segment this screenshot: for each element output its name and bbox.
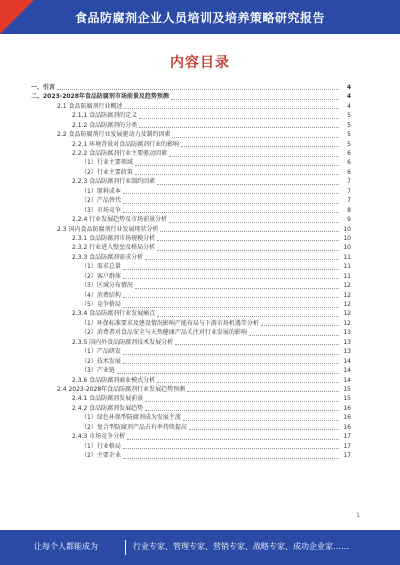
toc-entry-page: 5: [347, 121, 351, 129]
toc-entry-label: 2.3.2 行业进入壁垒及格局分析: [72, 244, 156, 252]
toc-entry-page: 13: [343, 348, 351, 356]
toc-entry[interactable]: [31, 366, 351, 375]
toc-entry-label: （1）绿色环保型防腐剂成为发展主流: [81, 414, 181, 422]
toc-entry[interactable]: [31, 206, 351, 215]
toc-entry-label: （3）市场竞争: [81, 206, 121, 214]
toc-leader-dots: [145, 401, 339, 402]
toc-entry[interactable]: [31, 328, 351, 337]
toc-leader-dots: [124, 108, 339, 109]
toc-leader-dots: [175, 344, 339, 345]
toc-leader-dots: [123, 363, 339, 364]
footer-slogan-left: 让每个人都能成为: [34, 542, 98, 551]
table-of-contents: [31, 83, 351, 461]
toc-entry-page: 7: [347, 178, 351, 186]
toc-entry[interactable]: [31, 168, 351, 177]
toc-entry-page: 14: [343, 376, 351, 384]
report-header: [0, 0, 400, 34]
toc-entry-label: 2.3.1 食品防腐剂市场规模分析: [72, 234, 156, 242]
toc-leader-dots: [127, 439, 339, 440]
toc-entry[interactable]: [31, 310, 351, 319]
toc-leader-dots: [171, 99, 339, 100]
toc-entry-page: 6: [347, 168, 351, 176]
toc-entry-page: 11: [343, 263, 351, 271]
toc-entry-label: 2.3.6 食品防腐剂商业模式分析: [72, 376, 156, 384]
toc-entry[interactable]: [31, 196, 351, 205]
toc-entry-page: 7: [347, 187, 351, 195]
toc-leader-dots: [135, 288, 339, 289]
toc-entry[interactable]: [31, 102, 351, 111]
toc-entry-label: 2.4.1 食品防腐剂发展前景: [72, 395, 144, 403]
toc-entry-label: （3）产业链: [81, 367, 115, 375]
toc-entry[interactable]: [31, 159, 351, 168]
toc-entry-label: 2.2.4 行业发展趋势及市场前景分析: [72, 216, 168, 224]
toc-entry[interactable]: [31, 413, 351, 422]
toc-entry-page: 16: [343, 423, 351, 431]
toc-entry-label: （5）竞争格局: [81, 301, 121, 309]
toc-leader-dots: [123, 297, 339, 298]
toc-entry-label: （1）行业主要领域: [81, 159, 133, 167]
toc-entry[interactable]: [31, 243, 351, 252]
toc-entry-label: （2）产品替代: [81, 197, 121, 205]
toc-entry[interactable]: [31, 177, 351, 186]
toc-entry-page: 16: [343, 404, 351, 412]
toc-entry-page: 15: [343, 395, 351, 403]
toc-leader-dots: [249, 335, 339, 336]
toc-entry-label: （2）复合型防腐剂产品占有率持续提高: [81, 423, 187, 431]
toc-leader-dots: [157, 316, 339, 317]
toc-leader-dots: [123, 448, 339, 449]
toc-entry[interactable]: [31, 121, 351, 130]
toc-entry-page: 12: [343, 319, 351, 327]
toc-leader-dots: [169, 222, 339, 223]
toc-entry[interactable]: [31, 432, 351, 441]
toc-entry[interactable]: [31, 442, 351, 451]
toc-entry-page: 13: [343, 329, 351, 337]
toc-entry[interactable]: [31, 130, 351, 139]
toc-entry-page: 5: [347, 131, 351, 139]
toc-entry-label: （1）原料成本: [81, 187, 121, 195]
toc-entry-label: （1）需求总量: [81, 263, 121, 271]
toc-entry-label: 2.3.3 食品防腐剂需求分析: [72, 253, 144, 261]
toc-entry[interactable]: [31, 347, 351, 356]
footer-banner: [0, 530, 400, 565]
toc-leader-dots: [139, 127, 339, 128]
toc-entry[interactable]: [31, 215, 351, 224]
toc-title: 内容目录: [170, 55, 230, 71]
toc-leader-dots: [123, 269, 339, 270]
toc-entry-page: 8: [347, 206, 351, 214]
toc-entry-page: 14: [343, 367, 351, 375]
toc-leader-dots: [123, 354, 339, 355]
toc-entry-label: （1）环保标准要求及建设情况影响产能布局与下游市场机遇等分析: [81, 319, 259, 327]
toc-entry-label: （2）客户群体: [81, 272, 121, 280]
toc-entry[interactable]: [31, 394, 351, 403]
toc-leader-dots: [123, 458, 339, 459]
toc-entry-page: 16: [343, 414, 351, 422]
toc-entry-label: 2.3.4 食品防腐剂行业发展痛点: [72, 310, 156, 318]
toc-entry[interactable]: [31, 451, 351, 460]
toc-entry-page: 4: [346, 93, 351, 101]
toc-entry-page: 12: [343, 282, 351, 290]
toc-entry-page: 7: [347, 197, 351, 205]
toc-entry-page: 4: [346, 83, 351, 91]
toc-entry[interactable]: [31, 338, 351, 347]
toc-entry-page: 4: [347, 102, 351, 110]
toc-entry[interactable]: [31, 376, 351, 385]
toc-leader-dots: [189, 429, 339, 430]
toc-entry-page: 15: [343, 385, 351, 393]
toc-entry-label: 二、2023-2028年食品防腐剂市场前景及趋势预测: [31, 93, 169, 101]
toc-entry-label: 2.3.5 国内外食品防腐剂技术发展分析: [72, 338, 174, 346]
toc-leader-dots: [181, 146, 339, 147]
toc-entry-label: 一、引言: [31, 83, 56, 91]
footer-slogan-right: 行业专家、管理专家、营销专家、战略专家、成功企业家……: [133, 542, 349, 551]
toc-entry[interactable]: [31, 385, 351, 394]
toc-leader-dots: [123, 203, 339, 204]
toc-entry-label: 2.2 食品防腐剂行业发展驱动力及制约因素: [57, 131, 171, 139]
report-title: 食品防腐剂企业人员培训及培养策略研究报告: [74, 11, 325, 25]
toc-entry[interactable]: [31, 92, 351, 101]
toc-entry-page: 9: [347, 216, 351, 224]
toc-entry[interactable]: [31, 140, 351, 149]
toc-entry-page: 17: [343, 442, 351, 450]
toc-leader-dots: [172, 137, 339, 138]
toc-leader-dots: [123, 307, 339, 308]
toc-entry-page: 5: [347, 112, 351, 120]
toc-entry-page: 14: [343, 357, 351, 365]
toc-entry-label: （1）产品研发: [81, 348, 121, 356]
toc-entry-page: 13: [343, 338, 351, 346]
toc-leader-dots: [123, 278, 339, 279]
toc-entry-label: 2.4.3 市场竞争分析: [72, 433, 126, 441]
toc-entry[interactable]: [31, 187, 351, 196]
toc-entry-label: 2.4.2 食品防腐剂发展趋势: [72, 404, 144, 412]
toc-entry-label: （3）区域分布情况: [81, 282, 133, 290]
toc-entry[interactable]: [31, 225, 351, 234]
toc-entry[interactable]: [31, 234, 351, 243]
toc-entry-page: 12: [343, 291, 351, 299]
toc-entry[interactable]: [31, 281, 351, 290]
toc-entry-label: 2.1 食品防腐剂行业概述: [57, 102, 123, 110]
toc-entry[interactable]: [31, 404, 351, 413]
toc-entry-label: （4）消费结构: [81, 291, 121, 299]
toc-entry[interactable]: [31, 149, 351, 158]
toc-leader-dots: [187, 391, 339, 392]
toc-leader-dots: [57, 89, 339, 90]
toc-entry[interactable]: [31, 357, 351, 366]
toc-entry[interactable]: [31, 83, 351, 92]
toc-entry-label: （2）主要企业: [81, 452, 121, 460]
toc-entry-label: 2.1.2 食品防腐剂的分类: [72, 121, 138, 129]
toc-entry-page: 6: [347, 159, 351, 167]
toc-leader-dots: [123, 193, 339, 194]
toc-entry-label: 2.1.1 食品防腐剂的定义: [72, 112, 138, 120]
toc-entry-page: 12: [343, 310, 351, 318]
toc-entry-label: （2）技术发展: [81, 357, 121, 365]
toc-entry-label: 2.2.1 环境背景对食品防腐剂行业的影响: [72, 140, 180, 148]
toc-entry-label: 2.4 2023-2028年食品防腐剂行业发展趋势预测: [57, 385, 186, 393]
toc-leader-dots: [145, 410, 339, 411]
toc-entry[interactable]: [31, 111, 351, 120]
toc-entry-page: 17: [343, 433, 351, 441]
toc-entry[interactable]: [31, 423, 351, 432]
toc-entry-label: （1）行业格局: [81, 442, 121, 450]
toc-leader-dots: [157, 240, 339, 241]
toc-leader-dots: [157, 250, 339, 251]
toc-entry[interactable]: [31, 291, 351, 300]
toc-leader-dots: [135, 174, 339, 175]
toc-entry-label: （2）消费者对食品安全与天然健康产品关注对行业发展的影响: [81, 329, 247, 337]
toc-leader-dots: [160, 231, 339, 232]
toc-leader-dots: [169, 156, 339, 157]
toc-entry-page: 11: [343, 272, 351, 280]
toc-entry-label: 2.2.2 食品防腐剂行业主要驱动因素: [72, 150, 168, 158]
toc-leader-dots: [139, 118, 339, 119]
toc-leader-dots: [117, 373, 339, 374]
page-number: 1: [356, 512, 360, 519]
toc-entry-page: 10: [343, 234, 351, 242]
toc-leader-dots: [123, 212, 339, 213]
footer-divider: [125, 540, 126, 555]
toc-entry-page: 17: [343, 452, 351, 460]
toc-entry-page: 10: [343, 244, 351, 252]
toc-entry-page: 10: [343, 225, 351, 233]
toc-entry-page: 6: [347, 150, 351, 158]
toc-entry-label: 2.2.3 食品防腐剂行业制约因素: [72, 178, 156, 186]
toc-entry-page: 11: [343, 253, 351, 261]
toc-leader-dots: [157, 184, 339, 185]
toc-leader-dots: [135, 165, 339, 166]
toc-entry-label: （2）行业主要政策: [81, 168, 133, 176]
toc-leader-dots: [183, 420, 339, 421]
toc-entry-page: 5: [347, 140, 351, 148]
toc-entry[interactable]: [31, 253, 351, 262]
toc-entry[interactable]: [31, 319, 351, 328]
toc-entry[interactable]: [31, 262, 351, 271]
toc-entry-label: 2.3 国内食品防腐剂行业发展现状分析: [57, 225, 159, 233]
toc-leader-dots: [145, 259, 339, 260]
toc-leader-dots: [261, 325, 339, 326]
toc-leader-dots: [157, 382, 339, 383]
toc-entry-page: 12: [343, 301, 351, 309]
toc-entry[interactable]: [31, 300, 351, 309]
toc-entry[interactable]: [31, 272, 351, 281]
